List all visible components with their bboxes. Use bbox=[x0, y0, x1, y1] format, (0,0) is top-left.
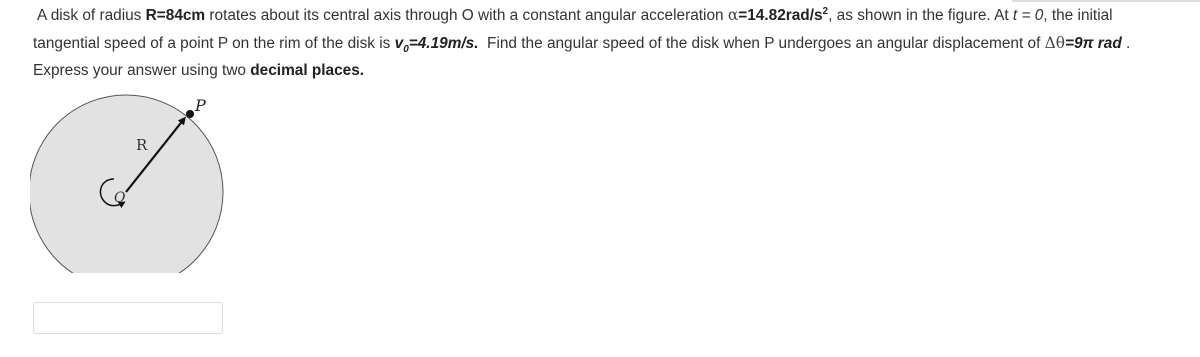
label-r: R bbox=[136, 136, 148, 154]
alpha-exponent: 2 bbox=[822, 5, 829, 17]
q-text: rotates about its central axis through O with a constant angular acceleration bbox=[205, 7, 728, 24]
theta-symbol: θ bbox=[1055, 33, 1066, 52]
disk-figure bbox=[30, 93, 230, 273]
q-text: . bbox=[1121, 34, 1131, 52]
q-text: tangential speed of a point P on the rim of the disk is bbox=[33, 34, 395, 52]
displacement-value bbox=[1065, 35, 1122, 52]
speed-subscript: 0 bbox=[403, 43, 409, 55]
radius-value: R=84cm bbox=[145, 7, 206, 24]
question-text bbox=[33, 2, 1193, 85]
speed-symbol: v bbox=[394, 34, 404, 52]
question-line-2 bbox=[33, 30, 1193, 58]
speed-value: =4.19m/s. bbox=[408, 34, 479, 52]
delta-symbol: Δ bbox=[1044, 33, 1056, 52]
displacement-text: =9π rad bbox=[1065, 34, 1122, 52]
label-p: P bbox=[195, 96, 206, 115]
q-text: , the initial bbox=[1043, 7, 1113, 24]
q-text: A disk of radius bbox=[37, 7, 146, 24]
decimal-instruction: decimal places. bbox=[250, 62, 365, 79]
alpha-value bbox=[738, 7, 828, 24]
disk bbox=[30, 95, 223, 273]
time-condition: t = 0 bbox=[1012, 7, 1044, 24]
q-text: , as shown in the figure. At bbox=[828, 7, 1013, 24]
initial-speed bbox=[394, 34, 479, 55]
alpha-symbol: α bbox=[727, 6, 739, 24]
question-line-1 bbox=[33, 2, 1193, 30]
q-text: Express your answer using two bbox=[33, 62, 251, 79]
label-o: O bbox=[114, 190, 126, 206]
q-text: Find the angular speed of the disk when P undergoes an angular displacement of bbox=[478, 34, 1045, 52]
answer-input[interactable] bbox=[33, 302, 223, 334]
point-p-dot bbox=[186, 110, 194, 118]
question-line-3 bbox=[33, 57, 1193, 85]
alpha-value-text: =14.82rad/s bbox=[738, 7, 823, 24]
